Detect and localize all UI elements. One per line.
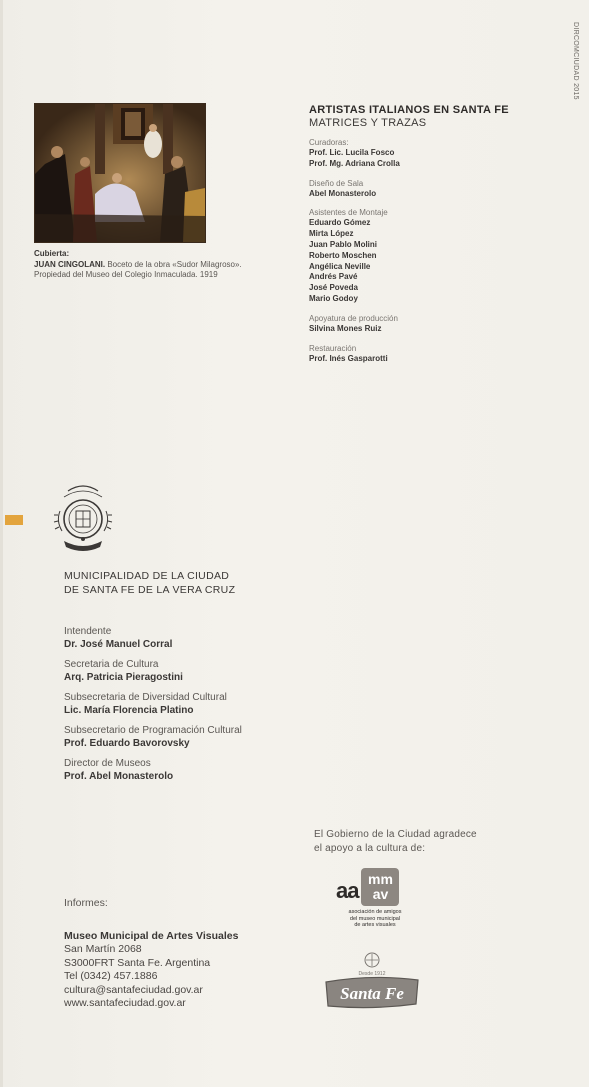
exhibition-credits [309,104,559,364]
credit-name: Roberto Moschen [309,250,377,260]
cover-artist: JUAN CINGOLANI. [34,259,106,269]
contact-email[interactable]: cultura@santafeciudad.gov.ar [64,983,203,996]
credit-names [309,148,559,170]
credit-names [309,218,559,304]
aamav-mark [336,868,426,906]
credit-name: Mario Godoy [309,293,358,303]
contact-address: San Martín 2068 [64,943,142,955]
credit-group [309,179,559,200]
contact-label: Informes: [64,897,108,909]
municipality-line-1: MUNICIPALIDAD DE LA CIUDAD [64,570,230,582]
credit-role: Asistentes de Montaje [309,208,388,218]
official-entry [64,724,242,750]
cover-description: Boceto de la obra «Sudor Milagroso». [105,259,242,269]
exhibition-subtitle: MATRICES Y TRAZAS [309,117,427,129]
municipality-line-2: DE SANTA FE DE LA VERA CRUZ [64,583,236,596]
credit-role: Restauración [309,343,357,353]
official-entry [64,691,242,717]
credit-name: Juan Pablo Molini [309,239,378,249]
credit-name: Andrés Pavé [309,272,358,282]
official-name: Prof. Eduardo Bavorovsky [64,738,190,749]
official-name: Arq. Patricia Pieragostini [64,672,183,683]
contact-web[interactable]: www.santafeciudad.gov.ar [64,997,186,1009]
contact-phone: Tel (0342) 457.1886 [64,970,158,982]
cover-caption [34,249,274,281]
aamav-av: av [372,886,389,902]
fold-edge [0,0,3,1087]
credit-names [309,324,559,335]
official-role: Secretaria de Cultura [64,659,159,670]
credit-name: Prof. Lic. Lucila Fosco [309,148,395,157]
spine-text: DIRCOMCIUDAD 2015 [572,22,579,100]
aamav-mm: mm [368,871,393,887]
aamav-box [361,868,399,906]
credit-group [309,344,559,365]
municipality-name [64,570,235,597]
credit-groups [309,138,559,364]
credit-names [309,189,559,200]
santafe-brand: Santa Fe [340,984,404,1003]
thanks-line-2: el apoyo a la cultura de: [314,842,426,854]
santafe-since: Desde 1912 [358,971,386,977]
credit-names [309,354,559,365]
official-entry [64,658,242,684]
aamav-logo [336,868,426,929]
official-role: Intendente [64,626,112,637]
credit-group [309,138,559,170]
municipal-emblem-icon [52,481,114,553]
official-name: Dr. José Manuel Corral [64,639,173,650]
credit-name: Mirta López [309,229,354,239]
cover-artist-line [34,260,274,271]
credit-name: Eduardo Gómez [309,218,371,228]
thanks-note [314,828,477,855]
credit-name: Angélica Neville [309,261,371,271]
cover-painting [34,103,206,243]
credit-group [309,314,559,335]
credit-name: Silvina Mones Ruiz [309,323,382,333]
credit-group [309,208,559,304]
aamav-tagline-1: asociación de amigos [348,909,402,915]
credit-role: Apoyatura de producción [309,313,398,323]
officials-list [64,625,242,790]
credit-name: José Poveda [309,283,358,293]
credit-role: Curadoras: [309,138,349,147]
official-entry [64,757,242,783]
aamav-tagline-2: del museo municipal [349,915,401,922]
official-name: Prof. Abel Monasterolo [64,771,174,782]
credit-role: Diseño de Sala [309,178,364,188]
santafe-beer-logo [322,948,422,1010]
aamav-tagline [336,909,414,929]
contact-block [64,897,238,1011]
color-mark [5,515,23,525]
official-role: Subsecretaria de Diversidad Cultural [64,692,227,703]
contact-museum: Museo Municipal de Artes Visuales [64,929,239,942]
credit-name: Prof. Inés Gasparotti [309,353,388,363]
thanks-line-1: El Gobierno de la Ciudad agradece [314,829,477,840]
cover-label: Cubierta: [34,249,70,258]
contact-city: S3000FRT Santa Fe. Argentina [64,956,211,969]
exhibition-title: ARTISTAS ITALIANOS EN SANTA FE [309,104,509,116]
official-role: Subsecretario de Programación Cultural [64,725,242,736]
credit-name: Prof. Mg. Adriana Crolla [309,158,400,168]
official-role: Director de Museos [64,758,151,769]
cover-ownership: Propiedad del Museo del Colegio Inmaculada. 1919 [34,270,218,279]
official-entry [64,625,242,651]
official-name: Lic. María Florencia Platino [64,705,194,716]
aamav-tagline-3: de artes visuales [354,922,396,928]
credit-name: Abel Monasterolo [309,188,377,198]
aamav-aa: aa [336,878,359,903]
